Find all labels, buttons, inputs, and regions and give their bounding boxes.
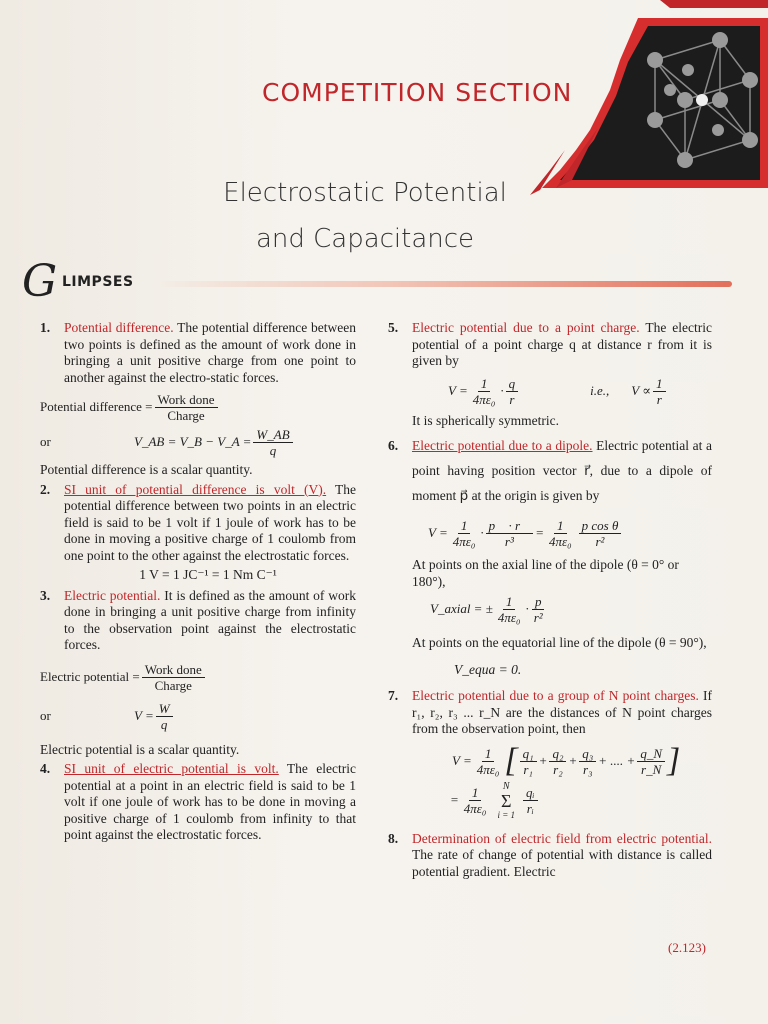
denominator: r³ xyxy=(504,534,514,549)
denominator: rᵢ xyxy=(526,801,534,816)
chapter-title-line2: and Capacitance xyxy=(255,224,475,254)
item-heading: Determination of electric field from electric potential. xyxy=(412,830,712,846)
item-text: It is defined as the amount of work done in bringing a unit positive charge from infinity to the observation point against the electrostatic forces. xyxy=(64,587,356,652)
denominator: 4πε₀ xyxy=(452,534,476,549)
fraction xyxy=(156,701,173,732)
item-heading: Electric potential due to a dipole. xyxy=(412,438,593,453)
eq-ie: i.e., xyxy=(590,382,610,398)
bracket-open: [ xyxy=(504,742,518,779)
numerator: q₃ xyxy=(579,746,596,762)
item-text: The potential difference between two points in an electric field is said to be 1 volt if 1 joule of work has to be done in moving a positive charge of 1 coulomb from one point to the other against the electrostatic forces. xyxy=(64,481,357,563)
item-text: Electric potential at a point having position vector r⃗, due to a dipole of moment p⃗ at the origin is given by xyxy=(412,438,712,503)
numerator: Work done xyxy=(142,662,205,678)
glimpses-heading xyxy=(22,256,722,307)
eq-dot: · xyxy=(525,601,529,617)
item-7 xyxy=(388,688,712,738)
left-column xyxy=(40,320,356,844)
item-text: The electric potential of a point charge q at distance r from it is given by xyxy=(412,320,713,368)
item-heading: Electric potential due to a point charge. xyxy=(412,320,640,335)
denominator: q xyxy=(160,716,168,732)
numerator: 1 xyxy=(653,376,666,392)
eq-dot: · xyxy=(500,382,504,398)
item-4 xyxy=(40,761,356,844)
eq-lhs: V = xyxy=(134,707,154,723)
denominator: r² xyxy=(533,610,543,625)
equation: V_equa = 0. xyxy=(454,661,522,677)
numerator: p cos θ xyxy=(579,518,622,534)
item-1 xyxy=(40,320,356,386)
eq-mid: = xyxy=(535,525,544,541)
item-2 xyxy=(40,482,356,565)
glimpses-divider xyxy=(152,281,732,287)
fraction xyxy=(253,427,292,458)
eq-or: or xyxy=(40,434,51,450)
fraction xyxy=(142,662,205,693)
glimpses-label: LIMPSES xyxy=(62,274,134,290)
equation xyxy=(40,392,356,423)
item-heading: SI unit of electric potential is volt. xyxy=(64,761,279,776)
numerator: 1 xyxy=(554,518,567,534)
numerator: W_AB xyxy=(253,427,292,443)
fraction xyxy=(549,746,566,777)
denominator: q xyxy=(269,443,277,458)
item-heading: Electric potential due to a group of N point charges. xyxy=(412,688,699,703)
fraction xyxy=(470,376,499,407)
item-number: 6. xyxy=(388,438,399,453)
item-text: If r₁, r₂, r₃ ... r_N are the distances of N point charges from the observation point, then xyxy=(412,688,712,736)
fraction xyxy=(474,746,503,777)
equation xyxy=(428,518,712,549)
equation xyxy=(430,594,712,625)
equation xyxy=(40,662,356,693)
fraction xyxy=(579,746,596,777)
bracket-close: ] xyxy=(667,742,681,779)
note: Potential difference is a scalar quantity. xyxy=(40,462,253,477)
eq-lhs: Electric potential = xyxy=(40,668,140,684)
fraction xyxy=(506,376,519,407)
numerator: q₂ xyxy=(549,746,566,762)
denominator: r₁ xyxy=(523,761,533,777)
denominator: Charge xyxy=(167,408,205,423)
item-text: The electric potential at a point in an electric field is said to be 1 volt if one joule of work has to be done in moving a positive charge of 1 coulomb from infinity to that point against the electrostatic forces. xyxy=(64,761,356,842)
fraction xyxy=(653,376,666,407)
item-text: The rate of change of potential with distance is called potential gradient. Electric xyxy=(412,847,712,879)
axial-text: At points on the axial line of the dipole (θ = 0° or 180°), xyxy=(412,557,679,589)
numerator: q_N xyxy=(637,746,665,762)
denominator: 4πε₀ xyxy=(476,761,500,777)
section-title: COMPETITION SECTION xyxy=(262,78,573,107)
item-5 xyxy=(388,320,712,370)
item-6 xyxy=(388,433,712,508)
eq-plus: + xyxy=(568,752,578,768)
item-number: 3. xyxy=(40,587,51,603)
fraction xyxy=(461,785,490,816)
item-number: 5. xyxy=(388,320,399,335)
equation xyxy=(450,781,712,821)
fraction xyxy=(486,518,534,549)
sum-bottom: i = 1 xyxy=(497,809,516,820)
right-column xyxy=(388,320,712,880)
item-number: 4. xyxy=(40,761,51,776)
denominator: 4πε₀ xyxy=(463,801,487,816)
equation xyxy=(40,701,356,732)
numerator: 1 xyxy=(478,376,491,392)
eq-plus: + .... + xyxy=(598,752,636,768)
item-number: 1. xyxy=(40,320,51,335)
equation xyxy=(40,427,356,458)
denominator: r xyxy=(509,391,515,407)
numerator: W xyxy=(156,701,173,717)
sum-top: N xyxy=(502,780,510,792)
fraction xyxy=(523,785,538,816)
denominator: r xyxy=(656,391,662,407)
denominator: 4πε₀ xyxy=(548,534,572,549)
item-number: 8. xyxy=(388,830,399,846)
denominator: r₃ xyxy=(582,761,593,777)
denominator: r² xyxy=(595,534,605,549)
item-text: The potential difference between two points is defined as the amount of work done in bringing a unit positive charge from one point to another against the electro-static forces. xyxy=(64,320,356,385)
glimpses-initial: G xyxy=(22,256,58,307)
eq-dot: · xyxy=(480,525,484,541)
item-number: 7. xyxy=(388,688,399,703)
equatorial-text: At points on the equatorial line of the dipole (θ = 90°), xyxy=(412,635,707,650)
chapter-title-line1: Electrostatic Potential xyxy=(223,178,507,208)
eq-lhs: Potential difference = xyxy=(40,399,153,415)
equation xyxy=(452,742,712,779)
equation: 1 V = 1 JC⁻¹ = 1 Nm C⁻¹ xyxy=(139,567,277,582)
numerator: 1 xyxy=(458,518,471,534)
numerator: 1 xyxy=(482,746,495,762)
item-heading: Potential difference. xyxy=(64,320,174,335)
eq-lhs: V_AB = V_B − V_A = xyxy=(134,434,252,450)
numerator: p⃗ · r⃗ xyxy=(486,518,534,534)
chapter-title xyxy=(200,170,530,262)
fraction xyxy=(637,746,665,777)
eq-plus: + xyxy=(538,752,548,768)
eq-prop: V ∝ xyxy=(631,382,652,398)
summation xyxy=(497,781,515,821)
numerator: q₁ xyxy=(520,746,537,762)
item-heading: Electric potential. xyxy=(64,587,161,603)
note: Electric potential is a scalar quantity. xyxy=(40,741,240,757)
eq-lhs: V = xyxy=(452,752,472,768)
fraction xyxy=(579,518,622,549)
eq-lhs: V = xyxy=(428,525,448,541)
eq-lhs: V = xyxy=(448,382,468,398)
numerator: Work done xyxy=(155,392,218,408)
eq-lhs: = xyxy=(450,792,459,808)
item-8 xyxy=(388,831,712,881)
numerator: 1 xyxy=(469,785,482,801)
fraction xyxy=(450,518,479,549)
eq-lhs: V_axial = ± xyxy=(430,601,493,617)
denominator: 4πε₀ xyxy=(497,610,521,625)
denominator: 4πε₀ xyxy=(472,391,496,407)
fraction xyxy=(520,746,537,777)
fraction xyxy=(546,518,575,549)
item-heading: SI unit of potential difference is volt (V). xyxy=(64,481,327,497)
fraction xyxy=(155,392,218,423)
item-number: 2. xyxy=(40,481,51,497)
fraction xyxy=(495,594,524,625)
eq-or: or xyxy=(40,707,51,723)
note: It is spherically symmetric. xyxy=(412,412,559,428)
numerator: 1 xyxy=(503,594,516,610)
page-number: (2.123) xyxy=(668,940,706,955)
denominator: Charge xyxy=(154,677,192,693)
item-3 xyxy=(40,588,356,654)
sum-sign: Σ xyxy=(500,790,512,811)
denominator: r_N xyxy=(641,761,662,777)
denominator: r₂ xyxy=(553,761,563,777)
numerator: p xyxy=(532,594,545,610)
numerator: q xyxy=(506,376,519,392)
fraction xyxy=(531,594,546,625)
equation xyxy=(448,376,712,407)
numerator: qᵢ xyxy=(523,785,538,801)
